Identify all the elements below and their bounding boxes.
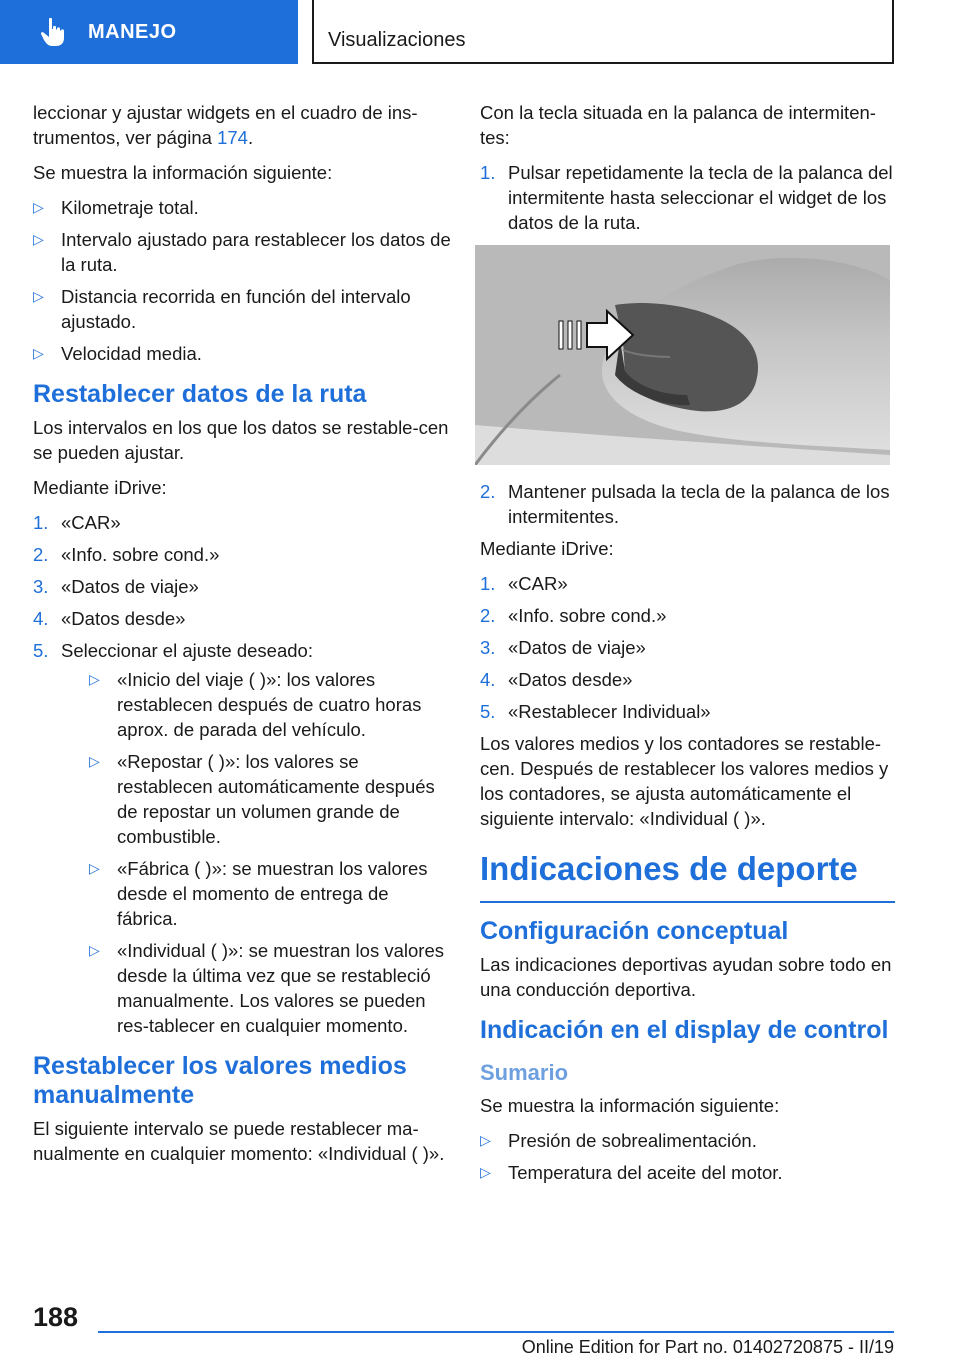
list-item: [33, 227, 451, 277]
heading-reset-manual: Restablecer los valores medios manualmente: [33, 1052, 407, 1109]
intro-end: .: [247, 127, 254, 148]
section-header: [312, 0, 894, 64]
triangle-bullet-icon: ▷: [89, 860, 100, 876]
list-item-text: Velocidad media.: [61, 343, 202, 364]
triangle-bullet-icon: ▷: [33, 199, 44, 215]
triangle-bullet-icon: ▷: [89, 753, 100, 769]
idrive-steps: [33, 510, 451, 1038]
list-item: [89, 749, 451, 849]
list-item: [480, 1128, 895, 1153]
lever-intro: Con la tecla situada en la palanca de intermiten-tes:: [480, 102, 876, 148]
heading-summary: Sumario: [480, 1060, 569, 1085]
list-item-text: Intervalo ajustado para restablecer los datos de la ruta.: [61, 229, 451, 275]
step-item: [480, 667, 895, 692]
list-item: [89, 856, 451, 931]
reset-result: Los valores medios y los contadores se restable-cen. Después de restablecer los valores medios y los contadores, se ajusta automáticamente el siguiente intervalo: «Individual ( )».: [480, 733, 889, 829]
step-item: [480, 160, 895, 235]
lever-steps: [480, 160, 895, 235]
step-text: «Datos de viaje»: [61, 576, 199, 597]
step-text: «Info. sobre cond.»: [61, 544, 220, 565]
idrive-label: Mediante iDrive:: [480, 538, 614, 559]
concept-text: Las indicaciones deportivas ayudan sobre todo en una conducción deportiva.: [480, 954, 892, 1000]
summary-intro: Se muestra la información siguiente:: [480, 1095, 780, 1116]
idrive-label: Mediante iDrive:: [33, 477, 167, 498]
edition-footer: Online Edition for Part no. 01402720875 - II/19: [521, 1337, 894, 1357]
heading-reset-route: Restablecer datos de la ruta: [33, 380, 367, 408]
list-item-text: «Inicio del viaje ( )»: los valores restablecen después de cuatro horas aprox. de parada del vehículo.: [117, 669, 422, 740]
step-item: [480, 479, 895, 529]
step-item: [33, 638, 451, 1038]
step-number: 5.: [33, 640, 49, 661]
step-text: Pulsar repetidamente la tecla de la palanca del intermitente hasta seleccionar el widget de los datos de la ruta.: [508, 162, 893, 233]
turn-signal-lever-photo: [475, 245, 890, 465]
options-list: [89, 667, 451, 1038]
list-item: [33, 284, 451, 334]
step-number: 2.: [480, 605, 496, 626]
triangle-bullet-icon: ▷: [33, 231, 44, 247]
chapter-tab[interactable]: [0, 0, 298, 64]
list-item-text: Kilometraje total.: [61, 197, 199, 218]
list-item: [89, 938, 451, 1038]
step-item: [33, 510, 451, 535]
info-intro: Se muestra la información siguiente:: [33, 162, 333, 183]
step-text: «CAR»: [508, 573, 568, 594]
step-text: Seleccionar el ajuste deseado:: [61, 640, 313, 661]
summary-list: [480, 1128, 895, 1185]
step-number: 2.: [33, 544, 49, 565]
step-text: «Datos desde»: [61, 608, 186, 629]
idrive-steps: [480, 571, 895, 724]
intro-text: leccionar y ajustar widgets en el cuadro de ins-trumentos, ver página: [33, 102, 418, 148]
step-text: «Datos de viaje»: [508, 637, 646, 658]
list-item: [33, 195, 451, 220]
triangle-bullet-icon: ▷: [33, 345, 44, 361]
step-number: 2.: [480, 481, 496, 502]
step-item: [480, 571, 895, 596]
step-text: «Info. sobre cond.»: [508, 605, 667, 626]
list-item-text: «Repostar ( )»: los valores se restablecen automáticamente después de repostar un volumen grande de combustible.: [117, 751, 435, 847]
left-column: [33, 100, 451, 1176]
info-list: [33, 195, 451, 366]
list-item: [33, 341, 451, 366]
list-item-text: «Individual ( )»: se muestran los valores desde la última vez que se restableció manualmente. Los valores se pueden res-tablecer en cualquier momento.: [117, 940, 444, 1036]
triangle-bullet-icon: ▷: [480, 1164, 491, 1180]
step-number: 3.: [480, 637, 496, 658]
list-item: [480, 1160, 895, 1185]
step-number: 4.: [480, 669, 496, 690]
step-text: «Datos desde»: [508, 669, 633, 690]
heading-concept: Configuración conceptual: [480, 917, 789, 945]
step-number: 4.: [33, 608, 49, 629]
list-item: [89, 667, 451, 742]
manual-text: El siguiente intervalo se puede restablecer ma-nualmente en cualquier momento: «Individual ( )».: [33, 1118, 445, 1164]
step-item: [480, 635, 895, 660]
step-number: 3.: [33, 576, 49, 597]
step-item: [33, 574, 451, 599]
list-item-text: Distancia recorrida en función del intervalo ajustado.: [61, 286, 411, 332]
footer-divider: [98, 1331, 894, 1333]
intro-paragraph: [33, 100, 451, 150]
step-text: Mantener pulsada la tecla de la palanca de los intermitentes.: [508, 481, 890, 527]
triangle-bullet-icon: ▷: [89, 942, 100, 958]
right-column: [480, 100, 895, 1192]
step-text: «CAR»: [61, 512, 121, 533]
page-number: 188: [33, 1302, 79, 1332]
step-number: 1.: [480, 162, 496, 183]
chapter-title: MANEJO: [88, 20, 177, 43]
step-item: [33, 606, 451, 631]
step-text: «Restablecer Individual»: [508, 701, 711, 722]
page-link[interactable]: 174: [217, 127, 248, 148]
triangle-bullet-icon: ▷: [89, 671, 100, 687]
step-item: [480, 603, 895, 628]
step-item: [480, 699, 895, 724]
lever-steps-cont: [480, 479, 895, 529]
triangle-bullet-icon: ▷: [480, 1132, 491, 1148]
list-item-text: Temperatura del aceite del motor.: [508, 1162, 783, 1183]
heading-sport: Indicaciones de deporte: [480, 849, 895, 903]
triangle-bullet-icon: ▷: [33, 288, 44, 304]
reset-intro: Los intervalos en los que los datos se restable-cen se pueden ajustar.: [33, 417, 449, 463]
step-number: 1.: [480, 573, 496, 594]
list-item-text: Presión de sobrealimentación.: [508, 1130, 757, 1151]
step-number: 1.: [33, 512, 49, 533]
hand-pointer-icon: [40, 17, 66, 47]
step-number: 5.: [480, 701, 496, 722]
step-item: [33, 542, 451, 567]
heading-display: Indicación en el display de control: [480, 1016, 889, 1044]
section-title: Visualizaciones: [328, 29, 466, 51]
list-item-text: «Fábrica ( )»: se muestran los valores desde el momento de entrega de fábrica.: [117, 858, 428, 929]
